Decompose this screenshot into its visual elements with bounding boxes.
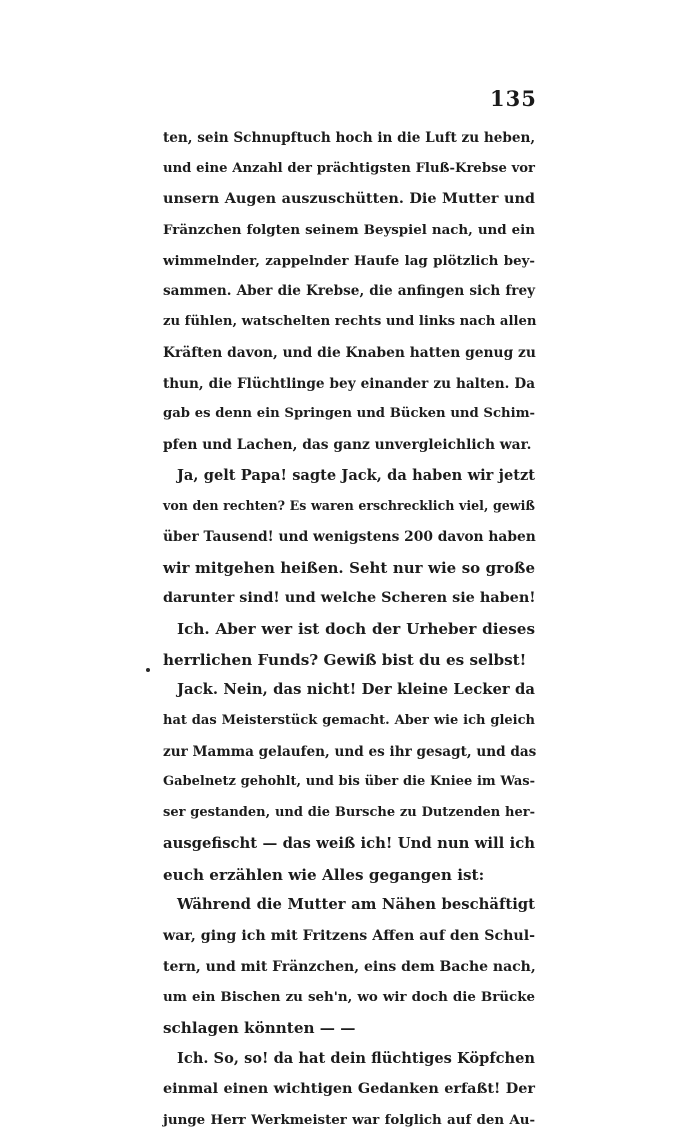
text-line: um ein Bischen zu seh'n, wo wir doch die Brücke bbox=[163, 989, 535, 1006]
body-text bbox=[163, 123, 535, 1136]
text-line: Ja, gelt Papa! sagte Jack, da haben wir jetzt bbox=[177, 466, 535, 484]
text-line: einmal einen wichtigen Gedanken erfaßt! Der bbox=[163, 1080, 535, 1098]
text-line: pfen und Lachen, das ganz unvergleichlich war. bbox=[163, 436, 532, 453]
text-line: ausgefischt — das weiß ich! Und nun will ich bbox=[163, 834, 535, 852]
text-line: herrlichen Funds? Gewiß bist du es selbst! bbox=[163, 650, 527, 669]
text-line: Ich. Aber wer ist doch der Urheber dieses bbox=[177, 620, 535, 638]
text-line: und eine Anzahl der prächtigsten Fluß-Krebse vor bbox=[163, 160, 535, 176]
text-line: unsern Augen auszuschütten. Die Mutter und bbox=[163, 190, 535, 208]
text-line: Gabelnetz gehohlt, und bis über die Kniee im Was- bbox=[163, 774, 535, 790]
margin-mark bbox=[146, 668, 150, 672]
text-line: wir mitgehen heißen. Seht nur wie so große bbox=[163, 558, 535, 577]
text-line: ten, sein Schnupftuch hoch in die Luft zu heben, bbox=[163, 130, 536, 146]
text-line: hat das Meisterstück gemacht. Aber wie ich gleich bbox=[163, 713, 535, 729]
text-line: Jack. Nein, das nicht! Der kleine Lecker da bbox=[177, 681, 535, 699]
text-line: darunter sind! und welche Scheren sie haben! bbox=[163, 589, 536, 607]
text-line: war, ging ich mit Fritzens Affen auf den Schul- bbox=[163, 927, 535, 944]
text-line: Ich. So, so! da hat dein flüchtiges Köpfchen bbox=[177, 1049, 535, 1067]
text-line: ser gestanden, und die Bursche zu Dutzenden her- bbox=[163, 805, 535, 821]
page-number: 135 bbox=[490, 86, 537, 111]
text-line: Fränzchen folgten seinem Beyspiel nach, und ein bbox=[163, 222, 535, 239]
text-line: zur Mamma gelaufen, und es ihr gesagt, und das bbox=[163, 743, 537, 760]
text-line: tern, und mit Fränzchen, eins dem Bache nach, bbox=[163, 958, 536, 975]
text-line: euch erzählen wie Alles gegangen ist: bbox=[163, 865, 485, 884]
text-line: Während die Mutter am Nähen beschäftigt bbox=[177, 896, 535, 914]
text-line: Kräften davon, und die Knaben hatten genug zu bbox=[163, 344, 536, 361]
text-line: wimmelnder, zappelnder Haufe lag plötzlich bey- bbox=[163, 252, 535, 269]
text-line: thun, die Flüchtlinge bey einander zu halten. Da bbox=[163, 375, 535, 392]
text-line: gab es denn ein Springen und Bücken und Schim- bbox=[163, 406, 535, 422]
text-line: von den rechten? Es waren erschrecklich viel, gewiß bbox=[163, 498, 535, 514]
text-line: zu fühlen, watschelten rechts und links nach allen bbox=[163, 314, 537, 330]
text-line: junge Herr Werkmeister war folglich auf den Au- bbox=[163, 1112, 535, 1128]
text-line: schlagen könnten — — bbox=[163, 1018, 356, 1037]
text-line: über Tausend! und wenigstens 200 davon haben bbox=[163, 528, 536, 545]
text-line: sammen. Aber die Krebse, die anfingen sich frey bbox=[163, 283, 535, 300]
